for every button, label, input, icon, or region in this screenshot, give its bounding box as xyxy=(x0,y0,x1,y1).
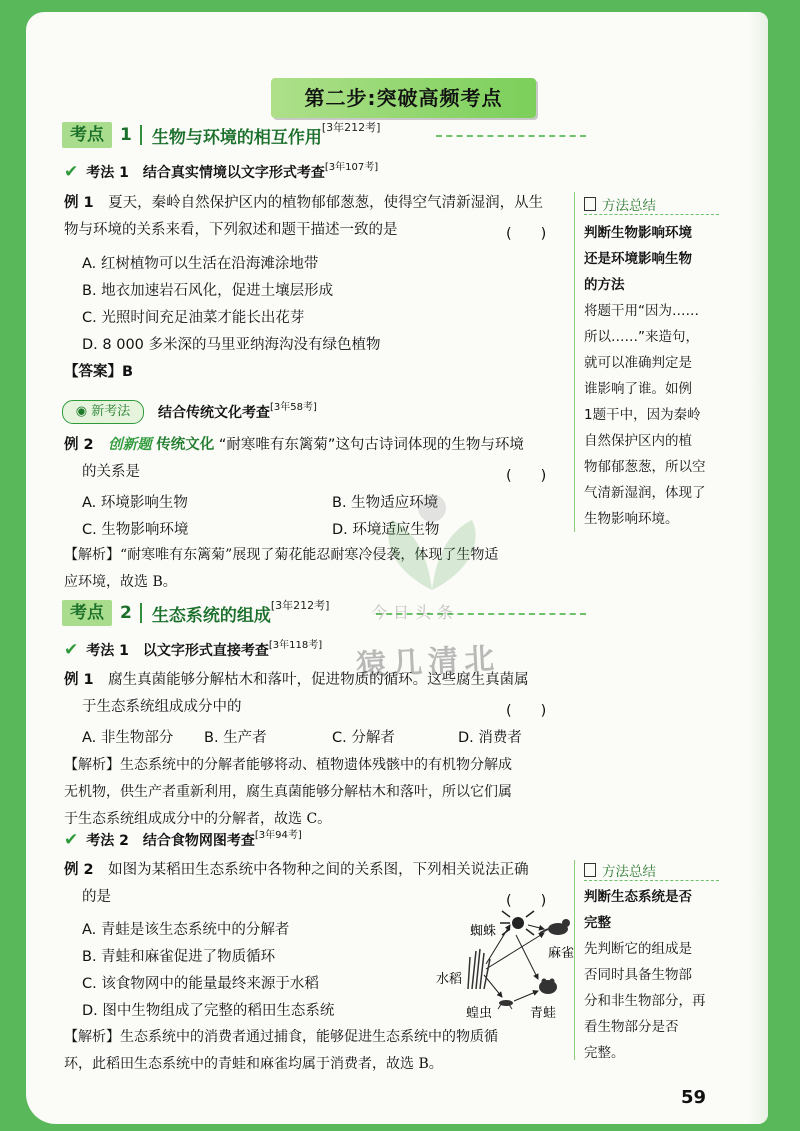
option-a: A. 青蛙是该生态系统中的分解者 xyxy=(82,922,290,938)
check-icon: ✔ xyxy=(64,162,79,182)
method-summary-2 xyxy=(584,884,724,1066)
new-method-header xyxy=(158,402,317,422)
new-method-title: 结合传统文化考查 xyxy=(158,405,270,421)
question-stem: 于生态系统组成成分中的 xyxy=(82,699,242,715)
option-b: B. 地衣加速岩石风化，促进土壤层形成 xyxy=(82,283,334,299)
innovation-tag: 创新题 xyxy=(108,437,152,453)
question-stem: 物与环境的关系来看，下列叙述和题干描述一致的是 xyxy=(64,222,398,238)
method-summary-1 xyxy=(584,220,724,532)
question-stem: “耐寒唯有东篱菊”这句古诗词体现的生物与环境 xyxy=(218,437,524,453)
label-spider: 蜘蛛 xyxy=(470,923,497,938)
method-summary-title xyxy=(584,194,656,214)
question-number: 例 1 xyxy=(64,195,94,211)
new-method-tag xyxy=(62,400,144,424)
book-icon xyxy=(584,863,596,877)
option-c: C. 生物影响环境 xyxy=(82,522,189,538)
new-method-count: [3年58考] xyxy=(270,401,317,413)
kaofa-title: 以文字形式直接考查 xyxy=(142,643,269,659)
question-1 xyxy=(64,190,574,244)
new-method-label: 新考法 xyxy=(91,404,131,419)
kaofa-title: 结合真实情境以文字形式考查 xyxy=(142,165,325,181)
watermark-main: 猿几清北 xyxy=(355,641,502,684)
book-icon xyxy=(584,197,596,211)
summary-heading: 完整 xyxy=(584,915,611,931)
page-edge xyxy=(748,12,768,1124)
arrow-locust-frog xyxy=(514,991,538,1001)
option-d: D. 消费者 xyxy=(458,730,522,746)
kaodian-count: [3年212考] xyxy=(321,121,381,134)
kaofa-count: [3年94考] xyxy=(254,829,302,841)
answer-paren: ( ) xyxy=(506,226,547,242)
analysis-line: 于生态系统组成成分中的分解者，故选 C。 xyxy=(64,811,332,827)
option-a: A. 非生物部分 xyxy=(82,730,174,746)
option-b: B. 生产者 xyxy=(204,730,267,746)
watermark-logo xyxy=(372,480,492,600)
kaodian-number: 1 xyxy=(120,125,132,145)
analysis-line: 环，此稻田生态系统中的青蛙和麻雀均属于消费者，故选 B。 xyxy=(64,1056,443,1072)
check-icon: ✔ xyxy=(64,640,79,660)
side-divider xyxy=(574,860,575,1060)
watermark-top: 今日头条 xyxy=(371,603,460,622)
kaofa-2-header xyxy=(64,640,322,660)
question-number: 例 2 xyxy=(64,862,94,878)
question-stem: 的关系是 xyxy=(82,464,140,480)
summary-heading: 判断生物影响环境 xyxy=(584,225,692,241)
dashed-line xyxy=(584,214,719,215)
analysis-line: 应环境，故选 B。 xyxy=(64,574,177,590)
summary-line: 物郁郁葱葱，所以空 xyxy=(584,459,706,475)
page xyxy=(26,12,768,1124)
topic-tag: 传统文化 xyxy=(156,437,215,453)
spider-icon xyxy=(500,911,534,935)
arrow-spider-sparrow xyxy=(528,925,544,929)
kaodian-2-header xyxy=(62,600,329,626)
side-divider xyxy=(574,192,575,532)
arrow-rice-sparrow xyxy=(486,933,544,969)
answer: 【答案】B xyxy=(64,364,134,380)
answer-paren: ( ) xyxy=(506,468,547,484)
arrow-spider-frog xyxy=(516,935,538,979)
locust-icon xyxy=(498,1000,513,1009)
kaofa-count: [3年118考] xyxy=(268,639,323,651)
kaodian-count: [3年212考] xyxy=(270,599,330,612)
kaodian-title: 生态系统的组成 xyxy=(151,605,271,626)
divider xyxy=(140,603,142,623)
summary-heading: 还是环境影响生物 xyxy=(584,251,692,267)
kaofa-title: 结合食物网图考查 xyxy=(142,833,255,849)
analysis xyxy=(64,542,584,596)
label-locust: 蝗虫 xyxy=(466,1005,493,1020)
option-d: D. 8 000 多米深的马里亚纳海沟没有绿色植物 xyxy=(82,337,381,353)
kaodian-tag: 考点 xyxy=(62,122,112,148)
summary-line: 分和非生物部分，再 xyxy=(584,993,706,1009)
option-b: B. 生物适应环境 xyxy=(332,495,439,511)
method-summary-title xyxy=(584,860,656,880)
summary-line: 自然保护区内的植 xyxy=(584,433,692,449)
label-sparrow: 麻雀 xyxy=(548,945,575,960)
analysis xyxy=(64,752,584,833)
kaofa-count: [3年107考] xyxy=(324,161,379,173)
method-summary-label: 方法总结 xyxy=(602,864,656,880)
frog-icon xyxy=(539,979,557,995)
summary-heading: 判断生态系统是否 xyxy=(584,889,692,905)
summary-line: 否同时具备生物部 xyxy=(584,967,692,983)
analysis xyxy=(64,1024,584,1078)
question-number: 例 1 xyxy=(64,672,94,688)
option-a: A. 环境影响生物 xyxy=(82,495,188,511)
question-stem: 如图为某稻田生态系统中各物种之间的关系图，下列相关说法正确 xyxy=(108,862,529,878)
sparrow-icon xyxy=(540,919,570,935)
kaodian-tag: 考点 xyxy=(62,600,112,626)
summary-line: 谁影响了谁。如例 xyxy=(584,381,692,397)
question-stem: 夏天，秦岭自然保护区内的植物郁郁葱葱，使得空气清新湿润，从生 xyxy=(108,195,544,211)
summary-line: 气清新湿润，体现了 xyxy=(584,485,706,501)
summary-line: 1题干中，因为秦岭 xyxy=(584,407,701,423)
divider xyxy=(140,125,142,145)
kaodian-title: 生物与环境的相互作用 xyxy=(151,127,322,148)
option-b: B. 青蛙和麻雀促进了物质循环 xyxy=(82,949,276,965)
kaofa-label: 考法 1 xyxy=(86,165,129,181)
dashed-line xyxy=(584,880,719,881)
page-number: 59 xyxy=(681,1087,707,1108)
answer-paren: ( ) xyxy=(506,703,547,719)
summary-line: 完整。 xyxy=(584,1045,625,1061)
analysis-line: 【解析】生态系统中的分解者能够将动、植物遗体残骸中的有机物分解成 xyxy=(64,757,512,773)
dashed-line xyxy=(436,135,586,138)
section-banner: 第二步:突破高频考点 xyxy=(271,78,536,118)
option-d: D. 图中生物组成了完整的稻田生态系统 xyxy=(82,1003,335,1019)
summary-heading: 的方法 xyxy=(584,277,625,293)
method-summary-label: 方法总结 xyxy=(602,198,656,214)
kaofa-3-header xyxy=(64,830,302,850)
analysis-line: 【解析】生态系统中的消费者通过捕食，能够促进生态系统中的物质循 xyxy=(64,1029,498,1045)
answer-paren: ( ) xyxy=(506,893,547,909)
check-icon: ✔ xyxy=(64,830,79,850)
kaofa-label: 考法 1 xyxy=(86,643,129,659)
option-c: C. 分解者 xyxy=(332,730,395,746)
question-stem: 腐生真菌能够分解枯木和落叶，促进物质的循环。这些腐生真菌属 xyxy=(108,672,529,688)
option-d: D. 环境适应生物 xyxy=(332,522,440,538)
summary-line: 生物影响环境。 xyxy=(584,511,679,527)
kaodian-number: 2 xyxy=(120,603,132,623)
analysis-line: 【解析】“耐寒唯有东篱菊”展现了菊花能忍耐寒冷侵袭，体现了生物适 xyxy=(64,547,499,563)
option-a: A. 红树植物可以生活在沿海滩涂地带 xyxy=(82,256,319,272)
summary-line: 看生物部分是否 xyxy=(584,1019,679,1035)
option-c: C. 光照时间充足油菜才能长出花芽 xyxy=(82,310,305,326)
summary-line: 就可以准确判定是 xyxy=(584,355,692,371)
label-rice: 水稻 xyxy=(436,971,463,986)
food-web-diagram xyxy=(406,907,576,1027)
question-number: 例 2 xyxy=(64,437,94,453)
kaodian-1-header xyxy=(62,122,380,148)
question-stem: 的是 xyxy=(82,889,111,905)
summary-line: 将题干用“因为…… xyxy=(584,303,699,319)
kaofa-label: 考法 2 xyxy=(86,833,129,849)
analysis-line: 无机物，供生产者重新利用，腐生真菌能够分解枯木和落叶，所以它们属 xyxy=(64,784,512,800)
lightbulb-icon: ◉ xyxy=(75,404,88,419)
label-frog: 青蛙 xyxy=(530,1005,557,1020)
kaofa-1-header xyxy=(64,162,378,182)
summary-line: 所以……”来造句， xyxy=(584,329,699,345)
summary-line: 先判断它的组成是 xyxy=(584,941,692,957)
option-c: C. 该食物网中的能量最终来源于水稻 xyxy=(82,976,319,992)
